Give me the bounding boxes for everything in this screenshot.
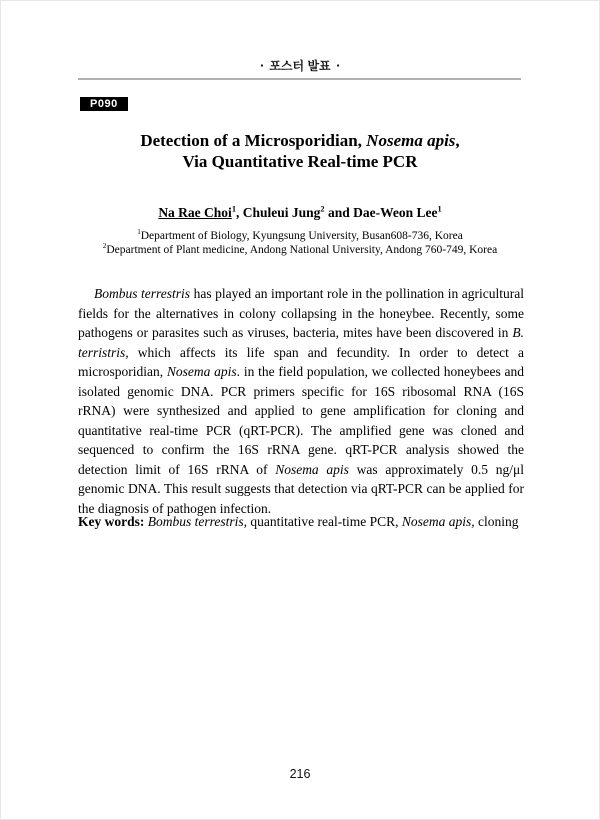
authors-line: Na Rae Choi$^1$, Chuleui Jung$^2$ and Dae-Weon Lee$^1$ [158,204,442,220]
bullet-square-icon: ▪ [336,61,340,70]
keywords-line: Key words: Bombus terrestris, quantitative real-time PCR, Nosema apis, cloning [78,514,519,529]
paper-title-line2: Via Quantitative Real-time PCR [182,151,418,171]
header-title: 포스터 발표 [269,59,331,73]
bullet-square-icon: ▪ [260,61,264,70]
page-number: 216 [289,767,311,781]
header-rule [78,78,521,80]
page-header [1,57,599,74]
affiliation-2: $^2$Department of Plant medicine, Andong National University, Andong 760-749, Korea [102,241,498,256]
affiliations-block [41,230,559,257]
affiliation-1: $^1$Department of Biology, Kyungsung University, Busan608-736, Korea [137,228,463,242]
paper-title-line1: Detection of a Microsporidian, Nosema apis, [140,131,460,150]
paper-title [51,131,549,172]
poster-id-badge: P090 [80,97,128,111]
abstract-paragraph: Bombus terrestris has played an important role in the pollination in agricultural fields for the alternatives in colony collapsing in the honeybee. Recently, some pathogens or parasites such as viruses, bacteria, mites have been discovered in B. terristris, which affects its life span and fecundity. In order to detect a microsporidian, Nosema apis. in the field population, we collected honeybees and isolated genomic DNA. PCR primers specific for 16S ribosomal RNA (16S rRNA) were synthesized and applied to gene amplification for cloning and quantitative real-time PCR (qRT-PCR). The amplified gene was cloned and sequenced to confirm the 16S rRNA gene. qRT-PCR analysis showed the detection limit of 16S rRNA of Nosema apis was approximately 0.5 ng/μl genomic DNA. This result suggests that detection via qRT-PCR can be applied for the diagnosis of pathogen infection. [78,286,524,516]
